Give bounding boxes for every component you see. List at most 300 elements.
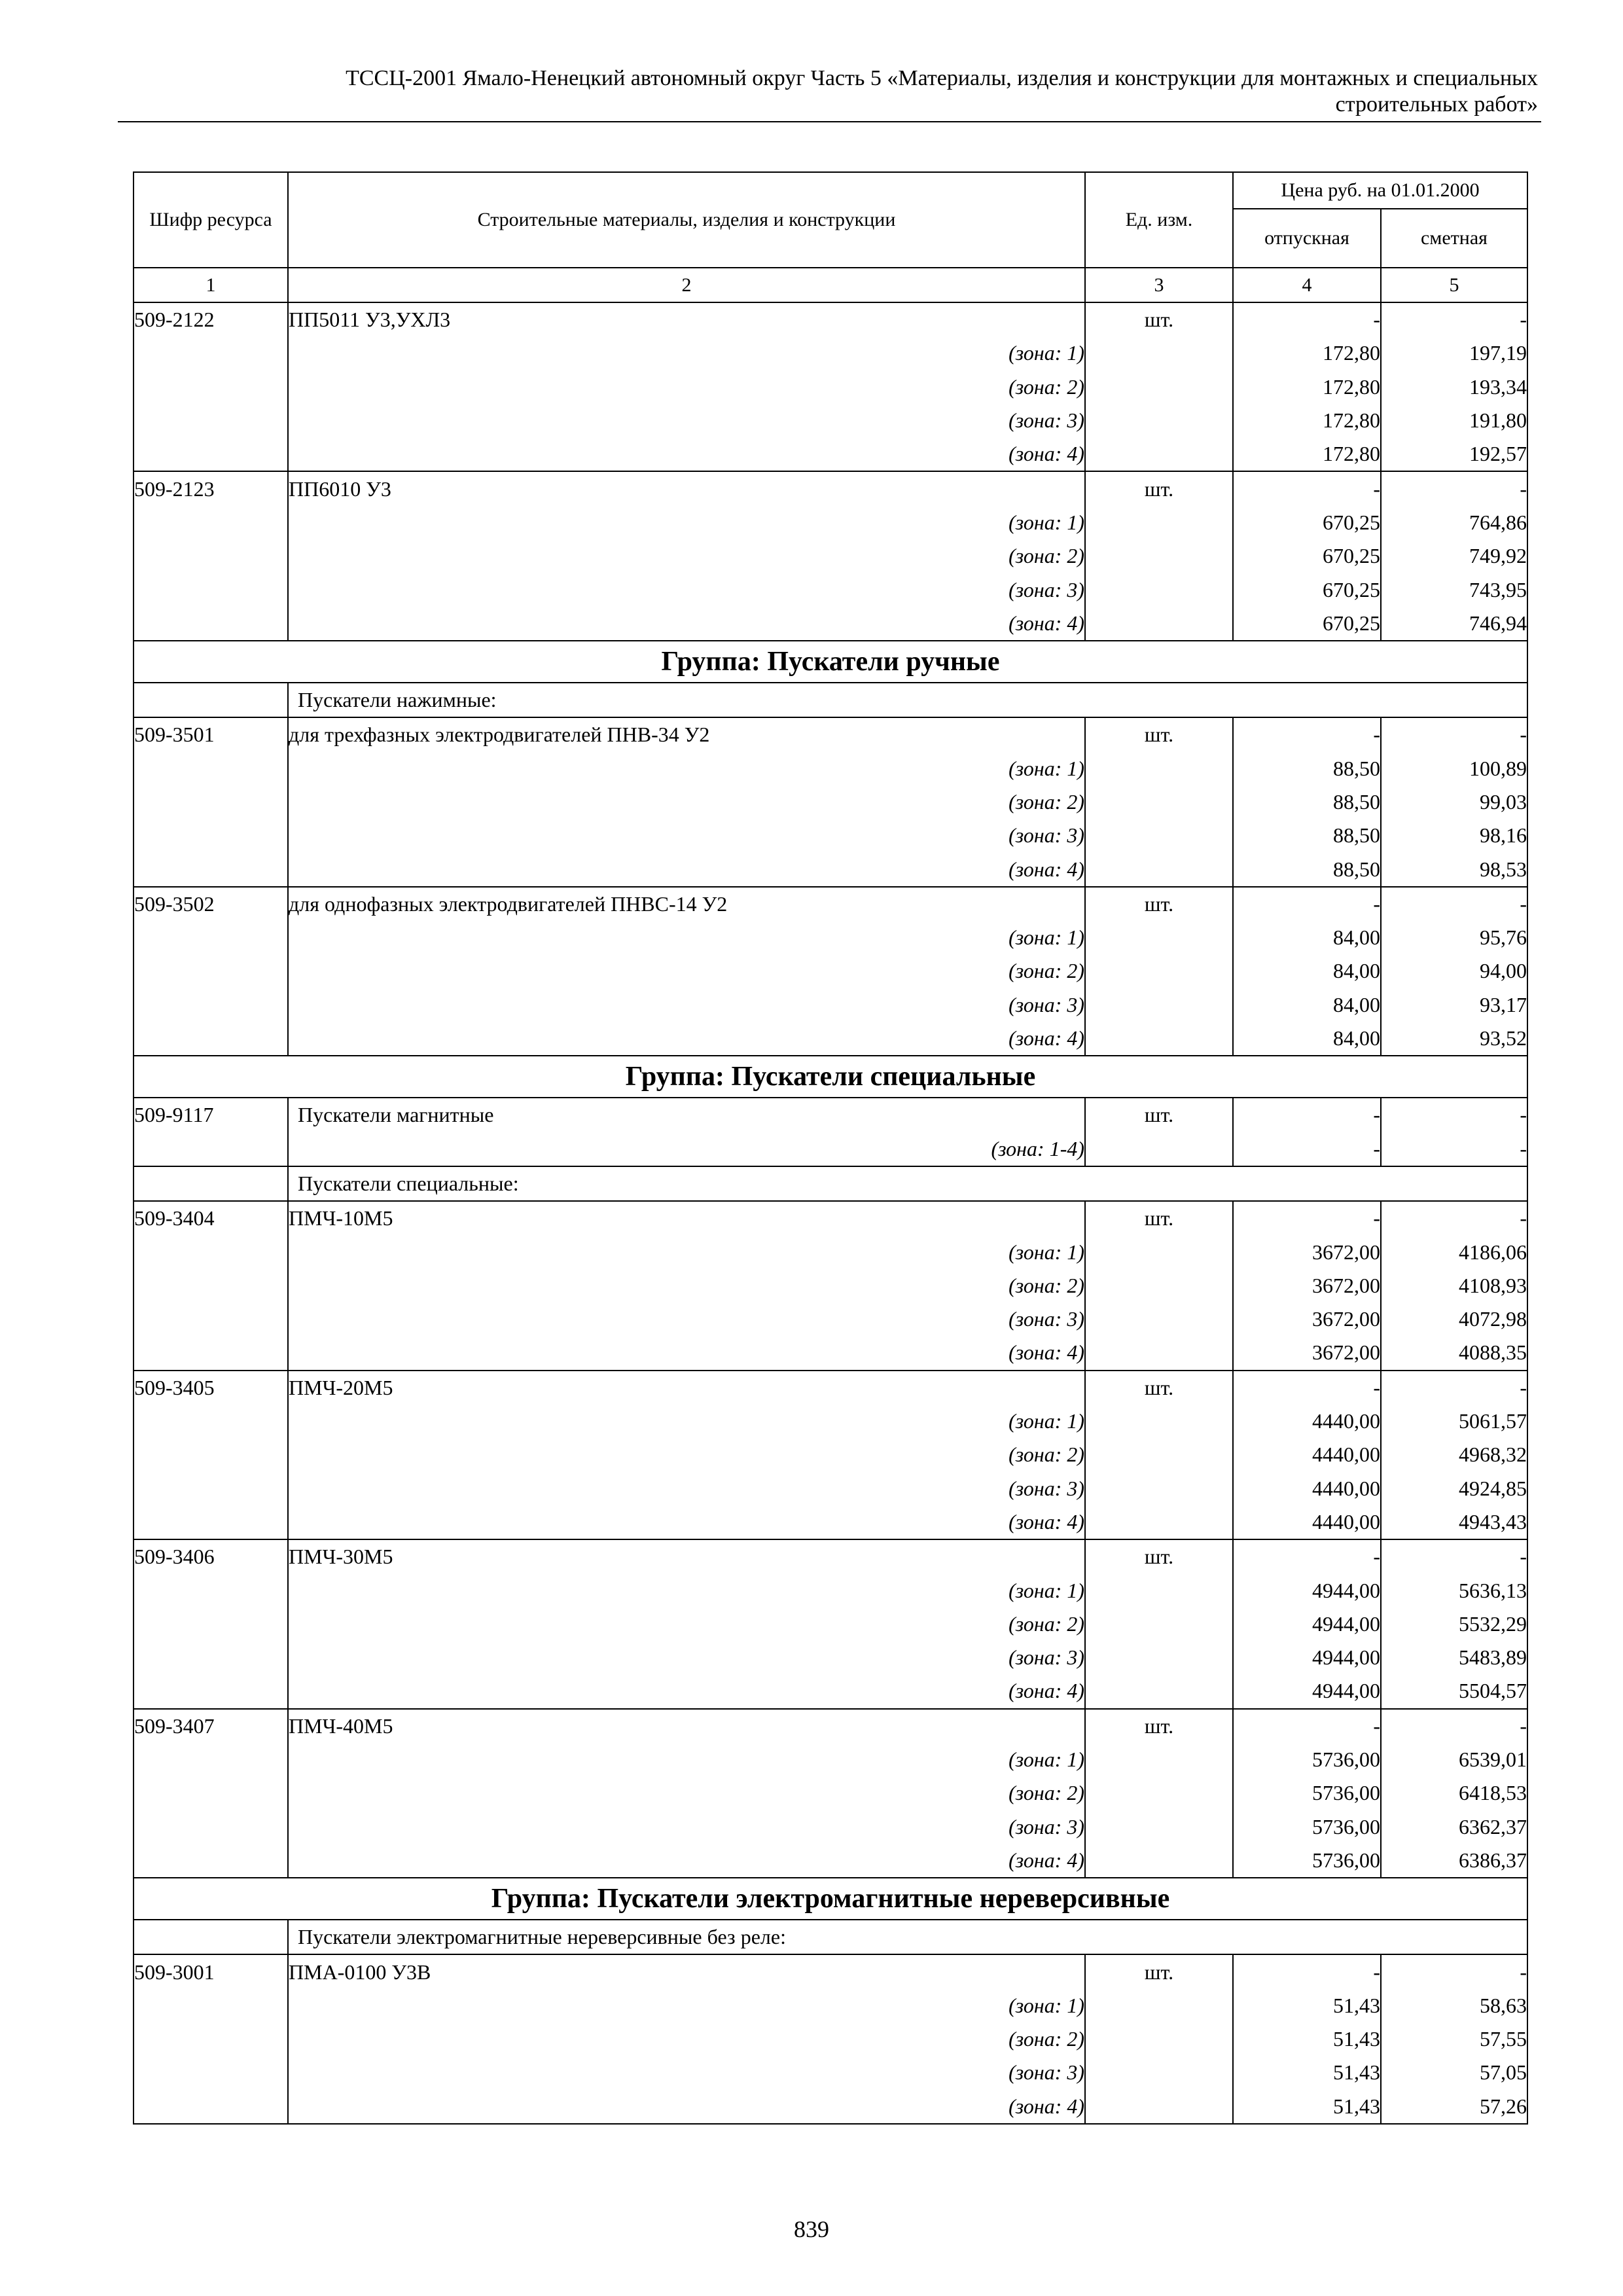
zone-price-estimate: 192,57 [1381, 437, 1527, 471]
zone-price-estimate: 193,34 [1381, 370, 1527, 404]
zone-label: (зона: 1) [288, 336, 1085, 370]
zone-price-release: 4440,00 [1233, 1405, 1381, 1438]
item-unit: шт. [1085, 1954, 1233, 1988]
zone-price-estimate: 94,00 [1381, 954, 1527, 988]
subgroup-code-cell [134, 683, 288, 717]
zone-label: (зона: 1) [288, 1989, 1085, 2022]
zone-row [134, 954, 1527, 988]
zone-code-cell [134, 607, 288, 641]
item-row [134, 302, 1527, 336]
zone-unit-cell [1085, 1810, 1233, 1843]
zone-row [134, 1269, 1527, 1302]
zone-price-release: 5736,00 [1233, 1844, 1381, 1878]
zone-unit-cell [1085, 1844, 1233, 1878]
group-title: Группа: Пускатели специальные [134, 1056, 1527, 1098]
zone-row [134, 1472, 1527, 1505]
price-table [133, 171, 1528, 2125]
zone-price-estimate: 95,76 [1381, 921, 1527, 954]
zone-code-cell [134, 752, 288, 785]
zone-label: (зона: 3) [288, 573, 1085, 606]
item-unit: шт. [1085, 471, 1233, 505]
zone-code-cell [134, 1405, 288, 1438]
zone-label: (зона: 1) [288, 1405, 1085, 1438]
zone-price-estimate: 764,86 [1381, 506, 1527, 539]
zone-price-estimate: 4088,35 [1381, 1336, 1527, 1370]
zone-price-release: 3672,00 [1233, 1235, 1381, 1268]
subgroup-title: Пускатели нажимные: [288, 683, 1527, 717]
item-name: ПМЧ-30М5 [288, 1539, 1085, 1573]
zone-price-estimate: 57,55 [1381, 2022, 1527, 2056]
zone-unit-cell [1085, 2090, 1233, 2124]
zone-price-release: 5736,00 [1233, 1810, 1381, 1843]
zone-code-cell [134, 1844, 288, 1878]
item-row [134, 1098, 1527, 1132]
zone-price-release: 4944,00 [1233, 1607, 1381, 1641]
zone-unit-cell [1085, 1438, 1233, 1471]
zone-unit-cell [1085, 819, 1233, 852]
zone-price-release: 172,80 [1233, 336, 1381, 370]
zone-row [134, 2090, 1527, 2124]
zone-price-estimate: 6386,37 [1381, 1844, 1527, 1878]
zone-unit-cell [1085, 1743, 1233, 1776]
item-name: Пускатели магнитные [288, 1098, 1085, 1132]
item-row [134, 471, 1527, 505]
col-number: 5 [1381, 268, 1527, 302]
subgroup-row [134, 1166, 1527, 1201]
zone-row [134, 1438, 1527, 1471]
zone-label: (зона: 1) [288, 1743, 1085, 1776]
zone-label: (зона: 4) [288, 437, 1085, 471]
item-unit: шт. [1085, 887, 1233, 921]
price-release: - [1233, 1201, 1381, 1235]
zone-row [134, 404, 1527, 437]
zone-unit-cell [1085, 1235, 1233, 1268]
item-name: ПМЧ-10М5 [288, 1201, 1085, 1235]
zone-label: (зона: 1) [288, 506, 1085, 539]
resource-code: 509-3406 [134, 1539, 288, 1573]
resource-code: 509-3404 [134, 1201, 288, 1235]
zone-row [134, 1505, 1527, 1539]
zone-price-release: 670,25 [1233, 506, 1381, 539]
price-release: - [1233, 1709, 1381, 1743]
zone-code-cell [134, 1235, 288, 1268]
zone-price-release: 4440,00 [1233, 1472, 1381, 1505]
zone-unit-cell [1085, 1776, 1233, 1810]
zone-price-release: 5736,00 [1233, 1776, 1381, 1810]
resource-code: 509-3502 [134, 887, 288, 921]
zone-price-release: 4944,00 [1233, 1573, 1381, 1607]
zone-price-release: 172,80 [1233, 370, 1381, 404]
col-number: 3 [1085, 268, 1233, 302]
zone-row [134, 607, 1527, 641]
zone-row [134, 2056, 1527, 2089]
zone-price-release: 172,80 [1233, 404, 1381, 437]
item-name: ПМЧ-20М5 [288, 1371, 1085, 1405]
price-release: - [1233, 887, 1381, 921]
zone-price-estimate: 6362,37 [1381, 1810, 1527, 1843]
item-row [134, 1709, 1527, 1743]
page-header [118, 65, 1538, 118]
zone-row [134, 819, 1527, 852]
item-name: ПМЧ-40М5 [288, 1709, 1085, 1743]
zone-price-release: 670,25 [1233, 607, 1381, 641]
zone-code-cell [134, 1573, 288, 1607]
zone-unit-cell [1085, 607, 1233, 641]
zone-row [134, 1405, 1527, 1438]
zone-code-cell [134, 1776, 288, 1810]
zone-row [134, 1336, 1527, 1370]
resource-code: 509-2123 [134, 471, 288, 505]
zone-price-release: 3672,00 [1233, 1336, 1381, 1370]
zone-label: (зона: 2) [288, 785, 1085, 819]
price-estimate: - [1381, 302, 1527, 336]
zone-row [134, 1607, 1527, 1641]
resource-code: 509-3001 [134, 1954, 288, 1988]
zone-code-cell [134, 1132, 288, 1166]
zone-unit-cell [1085, 573, 1233, 606]
col-header-unit: Ед. изм. [1085, 172, 1233, 268]
zone-row [134, 1844, 1527, 1878]
table-body [134, 302, 1527, 2124]
zone-code-cell [134, 819, 288, 852]
zone-label: (зона: 3) [288, 988, 1085, 1022]
zone-row [134, 1810, 1527, 1843]
price-release: - [1233, 1098, 1381, 1132]
col-header-estimate: сметная [1381, 209, 1527, 268]
subgroup-row [134, 1920, 1527, 1954]
zone-price-release: 84,00 [1233, 921, 1381, 954]
zone-row [134, 573, 1527, 606]
zone-price-estimate: 5483,89 [1381, 1641, 1527, 1674]
zone-code-cell [134, 1743, 288, 1776]
item-name: ПМА-0100 У3В [288, 1954, 1085, 1988]
zone-row [134, 1641, 1527, 1674]
zone-unit-cell [1085, 404, 1233, 437]
zone-label: (зона: 2) [288, 954, 1085, 988]
zone-code-cell [134, 573, 288, 606]
price-estimate: - [1381, 1539, 1527, 1573]
zone-label: (зона: 2) [288, 1269, 1085, 1302]
header-line-1: ТССЦ-2001 Ямало-Ненецкий автономный округ Часть 5 «Материалы, изделия и конструкции для монтажных и специальных [346, 66, 1538, 90]
zone-row [134, 539, 1527, 573]
zone-unit-cell [1085, 785, 1233, 819]
zone-code-cell [134, 2090, 288, 2124]
zone-row [134, 1776, 1527, 1810]
zone-label: (зона: 2) [288, 1438, 1085, 1471]
zone-row [134, 336, 1527, 370]
zone-price-release: 4944,00 [1233, 1674, 1381, 1708]
zone-unit-cell [1085, 437, 1233, 471]
zone-label: (зона: 1) [288, 1573, 1085, 1607]
subgroup-title: Пускатели электромагнитные нереверсивные без реле: [288, 1920, 1527, 1954]
zone-price-estimate: 4186,06 [1381, 1235, 1527, 1268]
zone-label: (зона: 1) [288, 752, 1085, 785]
zone-unit-cell [1085, 539, 1233, 573]
zone-price-release: 670,25 [1233, 573, 1381, 606]
item-row [134, 1201, 1527, 1235]
zone-label: (зона: 4) [288, 1844, 1085, 1878]
zone-unit-cell [1085, 2056, 1233, 2089]
item-name: для трехфазных электродвигателей ПНВ-34 У2 [288, 717, 1085, 751]
zone-label: (зона: 4) [288, 1336, 1085, 1370]
item-unit: шт. [1085, 1539, 1233, 1573]
subgroup-code-cell [134, 1920, 288, 1954]
zone-label: (зона: 3) [288, 1472, 1085, 1505]
price-estimate: - [1381, 1371, 1527, 1405]
zone-price-release: 4440,00 [1233, 1505, 1381, 1539]
subgroup-title: Пускатели специальные: [288, 1166, 1527, 1201]
subgroup-code-cell [134, 1166, 288, 1201]
zone-price-estimate: 4943,43 [1381, 1505, 1527, 1539]
price-release: - [1233, 471, 1381, 505]
zone-price-estimate: 57,05 [1381, 2056, 1527, 2089]
group-row [134, 1056, 1527, 1098]
zone-price-estimate: 58,63 [1381, 1989, 1527, 2022]
zone-unit-cell [1085, 1022, 1233, 1056]
item-name: для однофазных электродвигателей ПНВС-14 У2 [288, 887, 1085, 921]
zone-row [134, 1022, 1527, 1056]
zone-price-release: 88,50 [1233, 785, 1381, 819]
zone-row [134, 1989, 1527, 2022]
zone-price-estimate: 5061,57 [1381, 1405, 1527, 1438]
price-estimate: - [1381, 1201, 1527, 1235]
item-row [134, 1954, 1527, 1988]
zone-label: (зона: 4) [288, 1674, 1085, 1708]
zone-code-cell [134, 1674, 288, 1708]
zone-unit-cell [1085, 1269, 1233, 1302]
zone-price-estimate: 4108,93 [1381, 1269, 1527, 1302]
zone-label: (зона: 2) [288, 370, 1085, 404]
group-title: Группа: Пускатели ручные [134, 641, 1527, 683]
zone-code-cell [134, 1505, 288, 1539]
col-header-price: Цена руб. на 01.01.2000 [1233, 172, 1527, 209]
group-row [134, 1878, 1527, 1920]
zone-price-estimate: 4072,98 [1381, 1302, 1527, 1336]
zone-code-cell [134, 1438, 288, 1471]
zone-price-estimate: 57,26 [1381, 2090, 1527, 2124]
col-number: 1 [134, 268, 288, 302]
zone-label: (зона: 3) [288, 404, 1085, 437]
zone-row [134, 2022, 1527, 2056]
zone-price-estimate: 746,94 [1381, 607, 1527, 641]
zone-price-release: 51,43 [1233, 2056, 1381, 2089]
zone-unit-cell [1085, 506, 1233, 539]
zone-unit-cell [1085, 954, 1233, 988]
zone-price-estimate: 197,19 [1381, 336, 1527, 370]
zone-code-cell [134, 1810, 288, 1843]
zone-code-cell [134, 1472, 288, 1505]
item-name: ПП5011 У3,УХЛ3 [288, 302, 1085, 336]
price-release: - [1233, 717, 1381, 751]
zone-unit-cell [1085, 1132, 1233, 1166]
zone-code-cell [134, 921, 288, 954]
resource-code: 509-3405 [134, 1371, 288, 1405]
zone-price-estimate: 749,92 [1381, 539, 1527, 573]
zone-code-cell [134, 1607, 288, 1641]
zone-unit-cell [1085, 1302, 1233, 1336]
zone-price-estimate: - [1381, 1132, 1527, 1166]
zone-price-estimate: 93,17 [1381, 988, 1527, 1022]
zone-code-cell [134, 404, 288, 437]
zone-code-cell [134, 1336, 288, 1370]
zone-code-cell [134, 1641, 288, 1674]
subgroup-row [134, 683, 1527, 717]
item-unit: шт. [1085, 1201, 1233, 1235]
zone-label: (зона: 2) [288, 1607, 1085, 1641]
price-release: - [1233, 1539, 1381, 1573]
zone-label: (зона: 1) [288, 921, 1085, 954]
zone-row [134, 370, 1527, 404]
zone-unit-cell [1085, 852, 1233, 886]
zone-price-release: 84,00 [1233, 1022, 1381, 1056]
zone-price-release: 51,43 [1233, 2022, 1381, 2056]
item-unit: шт. [1085, 302, 1233, 336]
zone-row [134, 988, 1527, 1022]
zone-label: (зона: 3) [288, 1302, 1085, 1336]
zone-price-release: 3672,00 [1233, 1302, 1381, 1336]
zone-label: (зона: 4) [288, 852, 1085, 886]
col-header-release: отпускная [1233, 209, 1381, 268]
zone-row [134, 1302, 1527, 1336]
zone-price-release: 84,00 [1233, 988, 1381, 1022]
header-rule [118, 121, 1541, 122]
zone-price-release: - [1233, 1132, 1381, 1166]
zone-unit-cell [1085, 1472, 1233, 1505]
col-number: 2 [288, 268, 1085, 302]
zone-price-estimate: 5504,57 [1381, 1674, 1527, 1708]
zone-price-estimate: 743,95 [1381, 573, 1527, 606]
zone-price-estimate: 5532,29 [1381, 1607, 1527, 1641]
item-row [134, 717, 1527, 751]
price-release: - [1233, 302, 1381, 336]
zone-price-estimate: 98,16 [1381, 819, 1527, 852]
item-row [134, 1371, 1527, 1405]
resource-code: 509-3501 [134, 717, 288, 751]
zone-row [134, 1235, 1527, 1268]
zone-price-release: 5736,00 [1233, 1743, 1381, 1776]
item-unit: шт. [1085, 1371, 1233, 1405]
zone-unit-cell [1085, 1336, 1233, 1370]
zone-unit-cell [1085, 752, 1233, 785]
zone-label: (зона: 2) [288, 1776, 1085, 1810]
zone-label: (зона: 1) [288, 1235, 1085, 1268]
zone-price-release: 670,25 [1233, 539, 1381, 573]
zone-unit-cell [1085, 2022, 1233, 2056]
zone-price-estimate: 99,03 [1381, 785, 1527, 819]
zone-label: (зона: 2) [288, 539, 1085, 573]
zone-unit-cell [1085, 1674, 1233, 1708]
zone-price-release: 4440,00 [1233, 1438, 1381, 1471]
item-row [134, 887, 1527, 921]
zone-code-cell [134, 1022, 288, 1056]
zone-price-release: 88,50 [1233, 852, 1381, 886]
zone-unit-cell [1085, 921, 1233, 954]
zone-code-cell [134, 336, 288, 370]
item-row [134, 1539, 1527, 1573]
zone-code-cell [134, 954, 288, 988]
zone-code-cell [134, 506, 288, 539]
zone-unit-cell [1085, 370, 1233, 404]
zone-code-cell [134, 852, 288, 886]
item-unit: шт. [1085, 1709, 1233, 1743]
zone-row [134, 921, 1527, 954]
zone-row [134, 506, 1527, 539]
zone-code-cell [134, 2022, 288, 2056]
zone-price-release: 88,50 [1233, 819, 1381, 852]
zone-row [134, 1743, 1527, 1776]
zone-price-estimate: 98,53 [1381, 852, 1527, 886]
resource-code: 509-9117 [134, 1098, 288, 1132]
zone-label: (зона: 4) [288, 607, 1085, 641]
price-estimate: - [1381, 1709, 1527, 1743]
zone-code-cell [134, 1269, 288, 1302]
zone-price-estimate: 5636,13 [1381, 1573, 1527, 1607]
zone-row [134, 1132, 1527, 1166]
zone-unit-cell [1085, 336, 1233, 370]
zone-code-cell [134, 1302, 288, 1336]
zone-price-estimate: 6418,53 [1381, 1776, 1527, 1810]
zone-code-cell [134, 1989, 288, 2022]
zone-label: (зона: 4) [288, 2090, 1085, 2124]
item-unit: шт. [1085, 1098, 1233, 1132]
price-estimate: - [1381, 1954, 1527, 1988]
zone-price-estimate: 93,52 [1381, 1022, 1527, 1056]
resource-code: 509-3407 [134, 1709, 288, 1743]
zone-row [134, 752, 1527, 785]
zone-price-release: 3672,00 [1233, 1269, 1381, 1302]
zone-label: (зона: 3) [288, 2056, 1085, 2089]
zone-unit-cell [1085, 1405, 1233, 1438]
page-number: 839 [794, 2216, 829, 2242]
zone-row [134, 852, 1527, 886]
zone-unit-cell [1085, 1989, 1233, 2022]
header-line-2: строительных работ» [1335, 92, 1538, 117]
zone-price-estimate: 4968,32 [1381, 1438, 1527, 1471]
zone-row [134, 437, 1527, 471]
zone-label: (зона: 4) [288, 1505, 1085, 1539]
zone-code-cell [134, 370, 288, 404]
group-row [134, 641, 1527, 683]
zone-unit-cell [1085, 1573, 1233, 1607]
col-number: 4 [1233, 268, 1381, 302]
price-release: - [1233, 1371, 1381, 1405]
group-title: Группа: Пускатели электромагнитные нереверсивные [134, 1878, 1527, 1920]
zone-price-release: 51,43 [1233, 2090, 1381, 2124]
zone-unit-cell [1085, 1641, 1233, 1674]
zone-price-estimate: 6539,01 [1381, 1743, 1527, 1776]
price-estimate: - [1381, 471, 1527, 505]
resource-code: 509-2122 [134, 302, 288, 336]
zone-label: (зона: 3) [288, 1810, 1085, 1843]
zone-code-cell [134, 988, 288, 1022]
zone-code-cell [134, 785, 288, 819]
col-header-name: Строительные материалы, изделия и конструкции [288, 172, 1085, 268]
col-header-code: Шифр ресурса [134, 172, 288, 268]
zone-price-release: 84,00 [1233, 954, 1381, 988]
zone-label: (зона: 1-4) [288, 1132, 1085, 1166]
zone-code-cell [134, 2056, 288, 2089]
zone-price-estimate: 191,80 [1381, 404, 1527, 437]
zone-price-estimate: 100,89 [1381, 752, 1527, 785]
zone-code-cell [134, 539, 288, 573]
zone-label: (зона: 3) [288, 1641, 1085, 1674]
price-estimate: - [1381, 887, 1527, 921]
zone-label: (зона: 4) [288, 1022, 1085, 1056]
zone-row [134, 1573, 1527, 1607]
zone-row [134, 785, 1527, 819]
price-estimate: - [1381, 717, 1527, 751]
zone-price-release: 172,80 [1233, 437, 1381, 471]
